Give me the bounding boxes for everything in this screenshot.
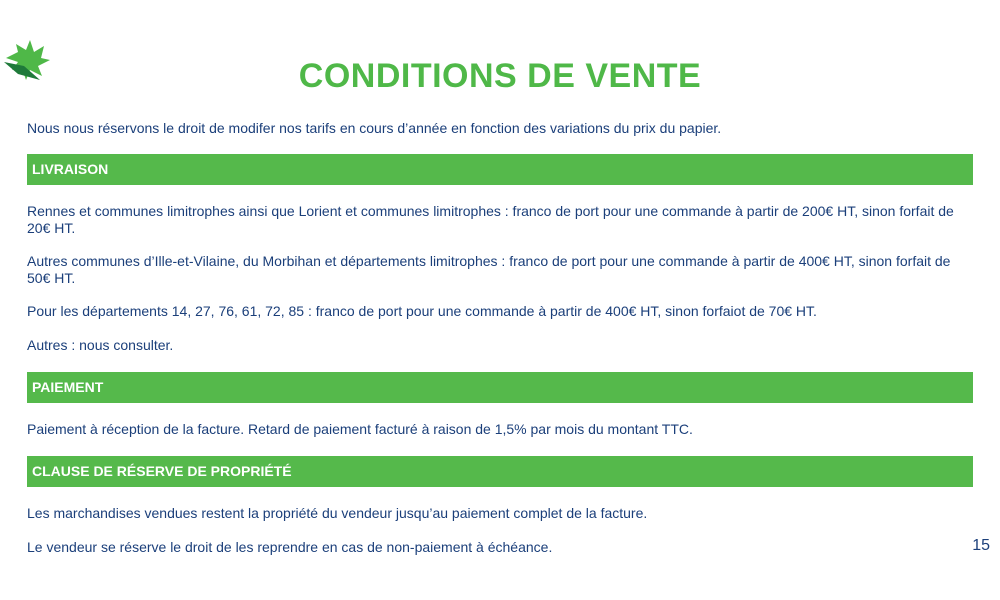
section-heading-paiement: PAIEMENT	[27, 372, 973, 403]
section-heading-livraison: LIVRAISON	[27, 154, 973, 185]
clause-paragraph-2: Le vendeur se réserve le droit de les reprendre en cas de non-paiement à échéance.	[27, 539, 553, 555]
livraison-paragraph-1: Rennes et communes limitrophes ainsi que Lorient et communes limitrophes : franco de port pour une commande à partir de 200€ HT, sinon forfait de 20€ HT.	[27, 203, 954, 236]
livraison-paragraph-3: Pour les départements 14, 27, 76, 61, 72, 85 : franco de port pour une commande à partir de 400€ HT, sinon forfaiot de 70€ HT.	[27, 303, 817, 319]
page-number: 15	[972, 537, 990, 554]
clause-paragraph-1: Les marchandises vendues restent la propriété du vendeur jusqu’au paiement complet de la facture.	[27, 505, 648, 521]
paiement-paragraph-1: Paiement à réception de la facture. Retard de paiement facturé à raison de 1,5% par mois du montant TTC.	[27, 421, 693, 437]
livraison-paragraph-4: Autres : nous consulter.	[27, 337, 174, 353]
intro-text: Nous nous réservons le droit de modifer nos tarifs en cours d’année en fonction des variations du prix du papier.	[27, 120, 722, 136]
livraison-paragraph-2: Autres communes d’Ille-et-Vilaine, du Morbihan et départements limitrophes : franco de port pour une commande à partir de 400€ HT, sinon forfait de 50€ HT.	[27, 253, 951, 286]
page-title: CONDITIONS DE VENTE	[298, 57, 702, 95]
section-heading-clause: CLAUSE DE RÉSERVE DE PROPRIÉTÉ	[27, 456, 973, 487]
